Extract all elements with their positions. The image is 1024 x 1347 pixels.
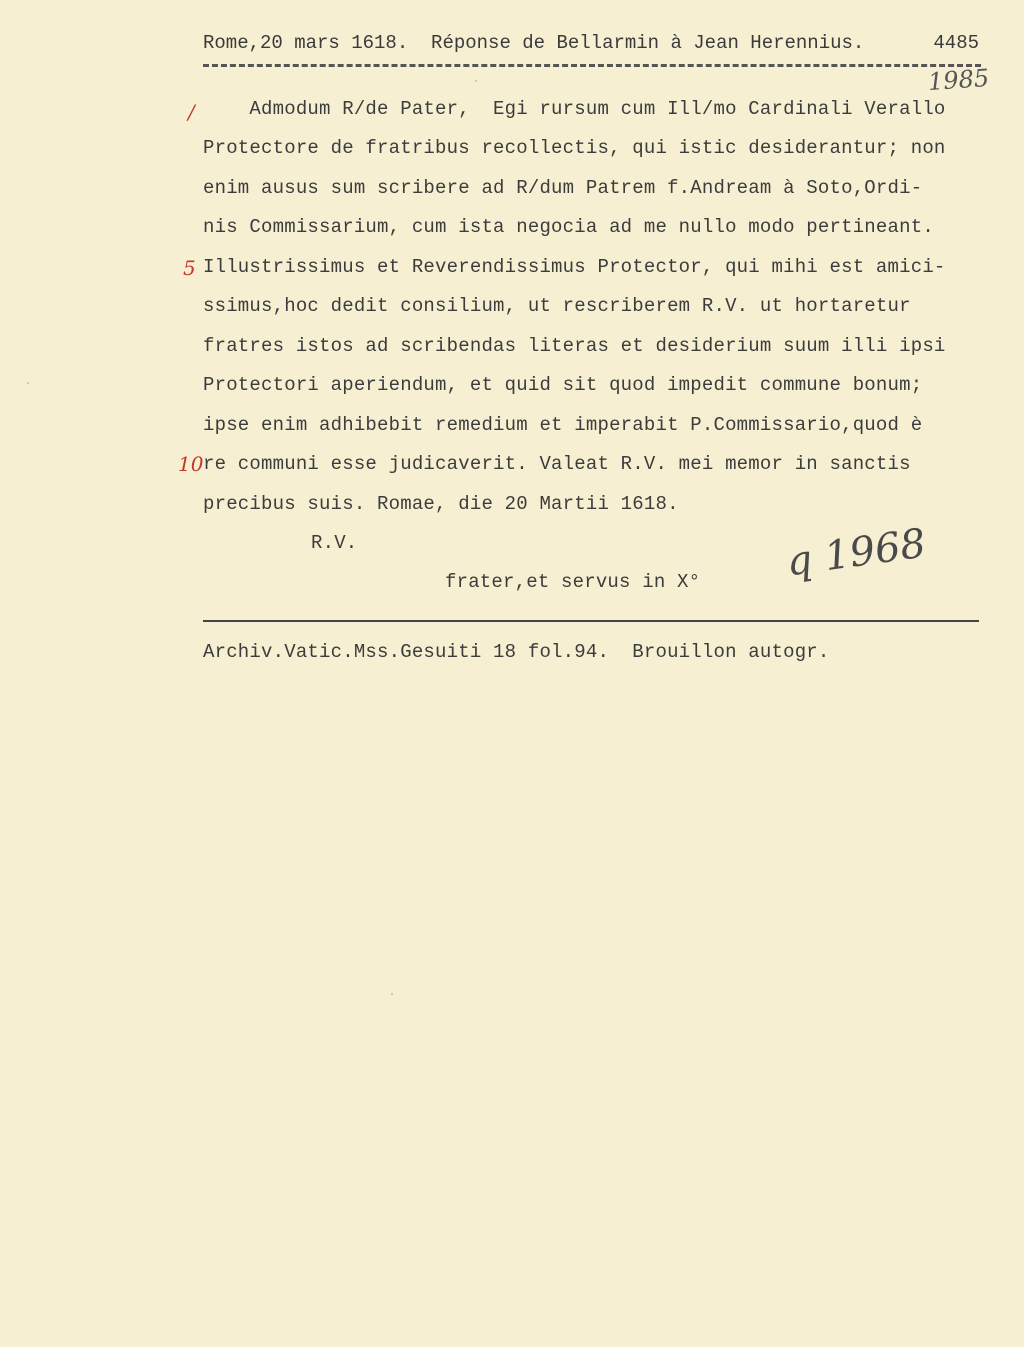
letter-line: re communi esse judicaverit. Valeat R.V. mei memor in sanctis <box>203 453 911 475</box>
header-dashed-rule <box>203 64 981 67</box>
paper-speck <box>27 382 29 384</box>
letter-line: ipse enim adhibebit remedium et imperabit P.Commissario,quod è <box>203 414 923 436</box>
letter-line: nis Commissarium, cum ista negocia ad me nullo modo pertineant. <box>203 216 934 238</box>
document-reference-number: 4485 <box>933 32 979 54</box>
paper-speck <box>391 993 393 995</box>
letter-line: ssimus,hoc dedit consilium, ut rescriberem R.V. ut hortaretur <box>203 295 911 317</box>
footer-solid-rule <box>203 620 979 622</box>
letter-line: Illustrissimus et Reverendissimus Protector, qui mihi est amici- <box>203 256 946 278</box>
margin-line-number-5: 5 <box>183 256 196 280</box>
archive-source-line: Archiv.Vatic.Mss.Gesuiti 18 fol.94. Brouillon autogr. <box>203 641 830 663</box>
letter-line: Admodum R/de Pater, Egi rursum cum Ill/mo Cardinali Verallo <box>203 98 946 120</box>
document-header-title: Rome,20 mars 1618. Réponse de Bellarmin à Jean Herennius. <box>203 32 865 54</box>
closing-salutation: R.V. <box>311 532 358 554</box>
letter-line: fratres istos ad scribendas literas et desiderium suum illi ipsi <box>203 335 946 357</box>
handwritten-signature-note: q 1968 <box>783 520 929 586</box>
paper-speck <box>475 80 477 82</box>
closing-signoff: frater,et servus in X° <box>445 571 701 593</box>
letter-line: precibus suis. Romae, die 20 Martii 1618. <box>203 493 679 515</box>
margin-line-number-1: / <box>188 100 195 124</box>
letter-line: Protectori aperiendum, et quid sit quod impedit commune bonum; <box>203 374 923 396</box>
letter-line: Protectore de fratribus recollectis, qui istic desiderantur; non <box>203 137 946 159</box>
letter-line: enim ausus sum scribere ad R/dum Patrem f.Andream à Soto,Ordi- <box>203 177 923 199</box>
margin-line-number-10: 10 <box>178 452 204 476</box>
handwritten-top-number: 1985 <box>927 63 990 97</box>
